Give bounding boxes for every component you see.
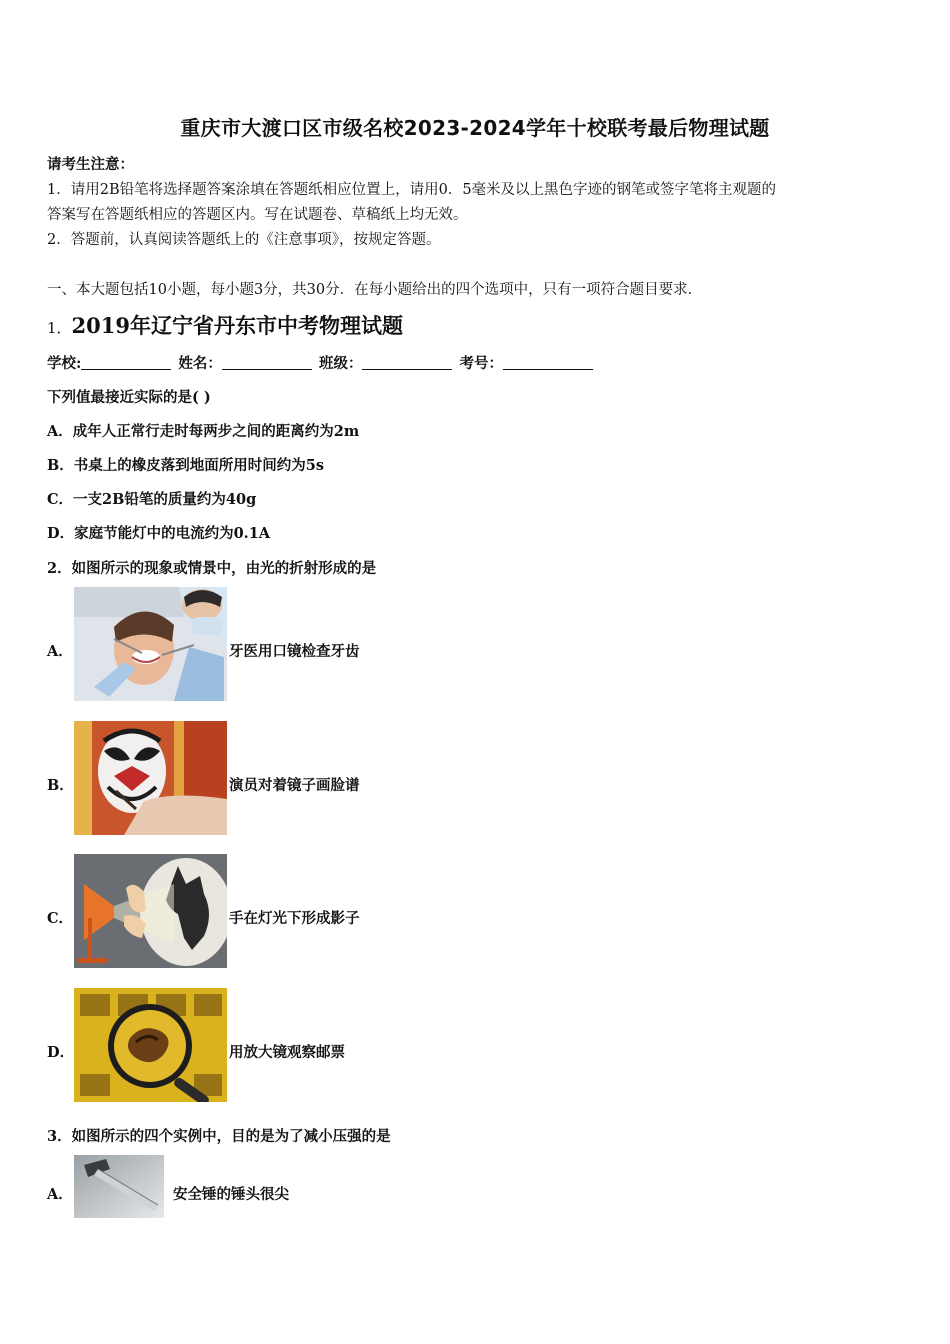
- question-1-option-b: B．书桌上的橡皮落到地面所用时间约为5s: [47, 457, 325, 474]
- question-2-option-b-letter: B．: [47, 777, 74, 794]
- question-2-option-b-text: 演员对着镜子画脸谱: [229, 777, 360, 794]
- school-blank: [81, 355, 171, 370]
- school-label: 学校:: [47, 355, 82, 372]
- question-2-stem: 2．如图所示的现象或情景中，由光的折射形成的是: [47, 560, 377, 577]
- name-label: 姓名：: [178, 355, 222, 372]
- magnifier-stamp-image: [74, 988, 227, 1102]
- question-3-stem: 3．如图所示的四个实例中，目的是为了减小压强的是: [47, 1128, 391, 1145]
- dentist-mirror-image: [74, 587, 227, 701]
- question-1-option-a: A．成年人正常行走时每两步之间的距离约为2m: [47, 423, 360, 440]
- notice-heading: 请考生注意：: [47, 156, 134, 173]
- question-1-stem: 下列值最接近实际的是( ): [47, 389, 211, 406]
- class-blank: [362, 355, 452, 370]
- student-info-line: [47, 352, 595, 373]
- opera-face-painting-image: [74, 721, 227, 835]
- question-1-title: [47, 310, 403, 340]
- notice-item-1-line-2: 答案写在答题纸相应的答题区内。写在试题卷、草稿纸上均无效。: [47, 207, 468, 223]
- question-2-option-d-text: 用放大镜观察邮票: [229, 1044, 345, 1061]
- exam-number-blank: [503, 355, 593, 370]
- page-title: 重庆市大渡口区市级名校2023-2024学年十校联考最后物理试题: [180, 116, 770, 140]
- class-label: 班级：: [318, 355, 363, 372]
- question-1-exam-title: 2019年辽宁省丹东市中考物理试题: [71, 313, 403, 338]
- question-number: 1．: [47, 319, 72, 337]
- question-3-option-a-text: 安全锤的锤头很尖: [173, 1186, 289, 1203]
- question-2-option-c-text: 手在灯光下形成影子: [229, 910, 360, 927]
- question-2-option-d-letter: D．: [47, 1044, 75, 1061]
- question-2-option-a-text: 牙医用口镜检查牙齿: [229, 643, 360, 660]
- hand-shadow-image: [74, 854, 227, 968]
- question-1-option-d: D．家庭节能灯中的电流约为0.1A: [47, 525, 271, 542]
- question-2-option-a-letter: A．: [47, 643, 73, 660]
- exam-number-label: 考号：: [459, 355, 504, 372]
- section-heading: 一、本大题包括10小题，每小题3分，共30分．在每小题给出的四个选项中，只有一项符合题目要求．: [47, 282, 703, 298]
- safety-hammer-image: [74, 1155, 164, 1218]
- name-blank: [222, 355, 312, 370]
- notice-item-2: 2．答题前，认真阅读答题纸上的《注意事项》，按规定答题。: [47, 232, 441, 248]
- notice-item-1-line-1: 1．请用2B铅笔将选择题答案涂填在答题纸相应位置上，请用0．5毫米及以上黑色字迹的钢笔或签字笔将主观题的: [47, 182, 777, 198]
- question-3-option-a-letter: A．: [47, 1186, 73, 1203]
- question-2-option-c-letter: C．: [47, 910, 74, 927]
- question-1-option-c: C．一支2B铅笔的质量约为40g: [47, 491, 257, 508]
